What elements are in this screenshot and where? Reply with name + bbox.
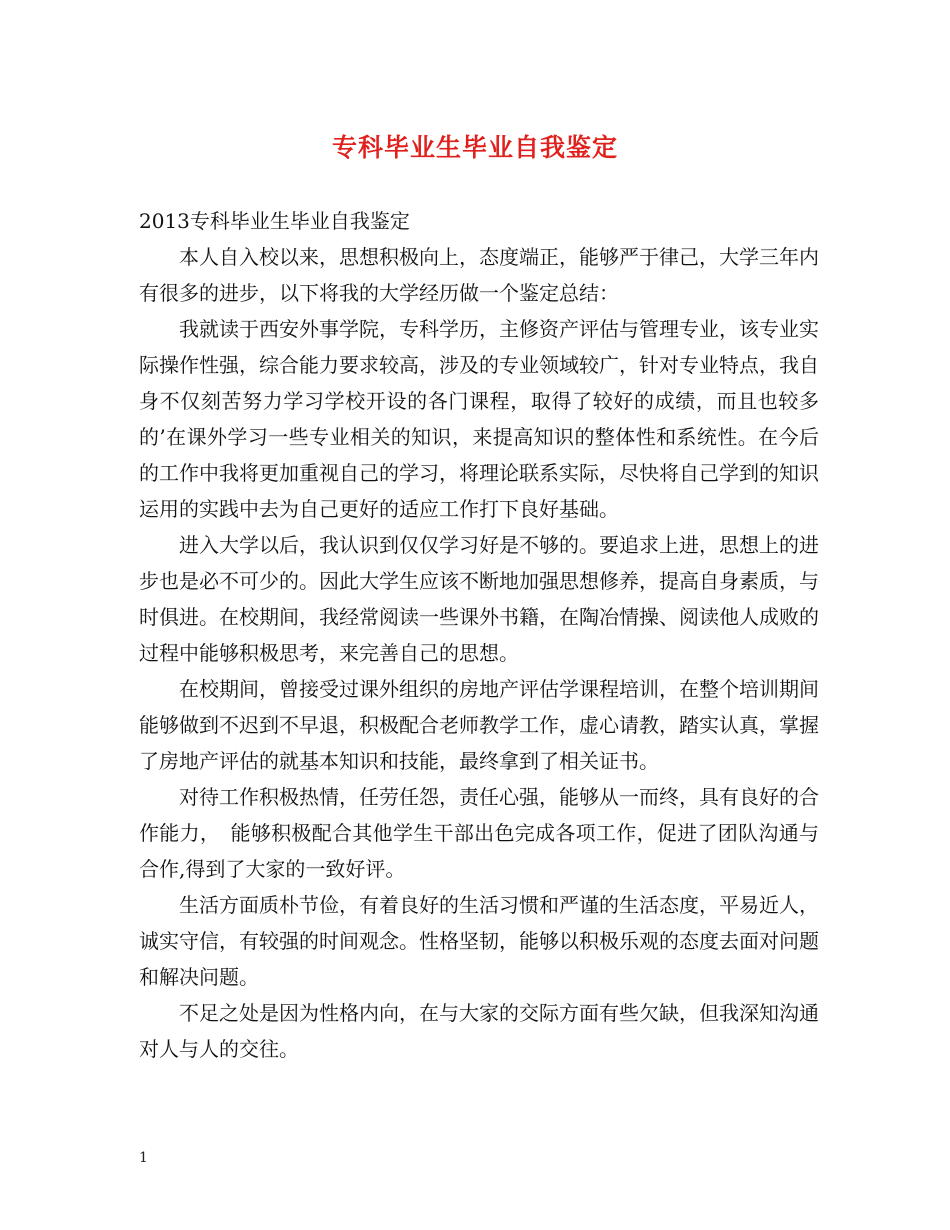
paragraph-ideology: 进入大学以后，我认识到仅仅学习好是不够的。要追求上进，思想上的进步也是必不可少的。因此大学生应该不断地加强思想修养，提高自身素质，与时俱进。在校期间，我经常阅读一些课外书籍，在陶冶情操、阅读他人成败的过程中能够积极思考，来完善自己的思想。 xyxy=(139,533,819,665)
paragraph-intro: 本人自入校以来，思想积极向上，态度端正，能够严于律己，大学三年内有很多的进步，以下将我的大学经历做一个鉴定总结： xyxy=(139,245,819,305)
paragraph-training: 在校期间，曾接受过课外组织的房地产评估学课程培训，在整个培训期间能够做到不迟到不早退，积极配合老师教学工作，虚心请教，踏实认真，掌握了房地产评估的就基本知识和技能，最终拿到了相关证书。 xyxy=(139,677,819,773)
paragraph-work: 对待工作积极热情，任劳任怨，责任心强，能够从一而终，具有良好的合作能力， 能够积极配合其他学生干部出色完成各项工作，促进了团队沟通与合作,得到了大家的一致好评。 xyxy=(139,785,819,881)
document-body xyxy=(139,203,819,1067)
document-title: 专科毕业生毕业自我鉴定 xyxy=(331,133,618,162)
paragraph-shortcomings: 不足之处是因为性格内向，在与大家的交际方面有些欠缺，但我深知沟通对人与人的交往。 xyxy=(139,1001,819,1061)
document-subtitle: 2013专科毕业生毕业自我鉴定 xyxy=(139,209,410,233)
page-number: 1 xyxy=(139,1150,148,1166)
paragraph-study: 我就读于西安外事学院，专科学历，主修资产评估与管理专业，该专业实际操作性强，综合能力要求较高，涉及的专业领域较广，针对专业特点，我自身不仅刻苦努力学习学校开设的各门课程，取得了较好的成绩，而且也较多的’在课外学习一些专业相关的知识，来提高知识的整体性和系统性。在今后的工作中我将更加重视自己的学习，将理论联系实际，尽快将自己学到的知识运用的实践中去为自己更好的适应工作打下良好基础。 xyxy=(139,317,819,521)
paragraph-life: 生活方面质朴节俭，有着良好的生活习惯和严谨的生活态度，平易近人，诚实守信，有较强的时间观念。性格坚韧，能够以积极乐观的态度去面对问题和解决问题。 xyxy=(139,893,819,989)
